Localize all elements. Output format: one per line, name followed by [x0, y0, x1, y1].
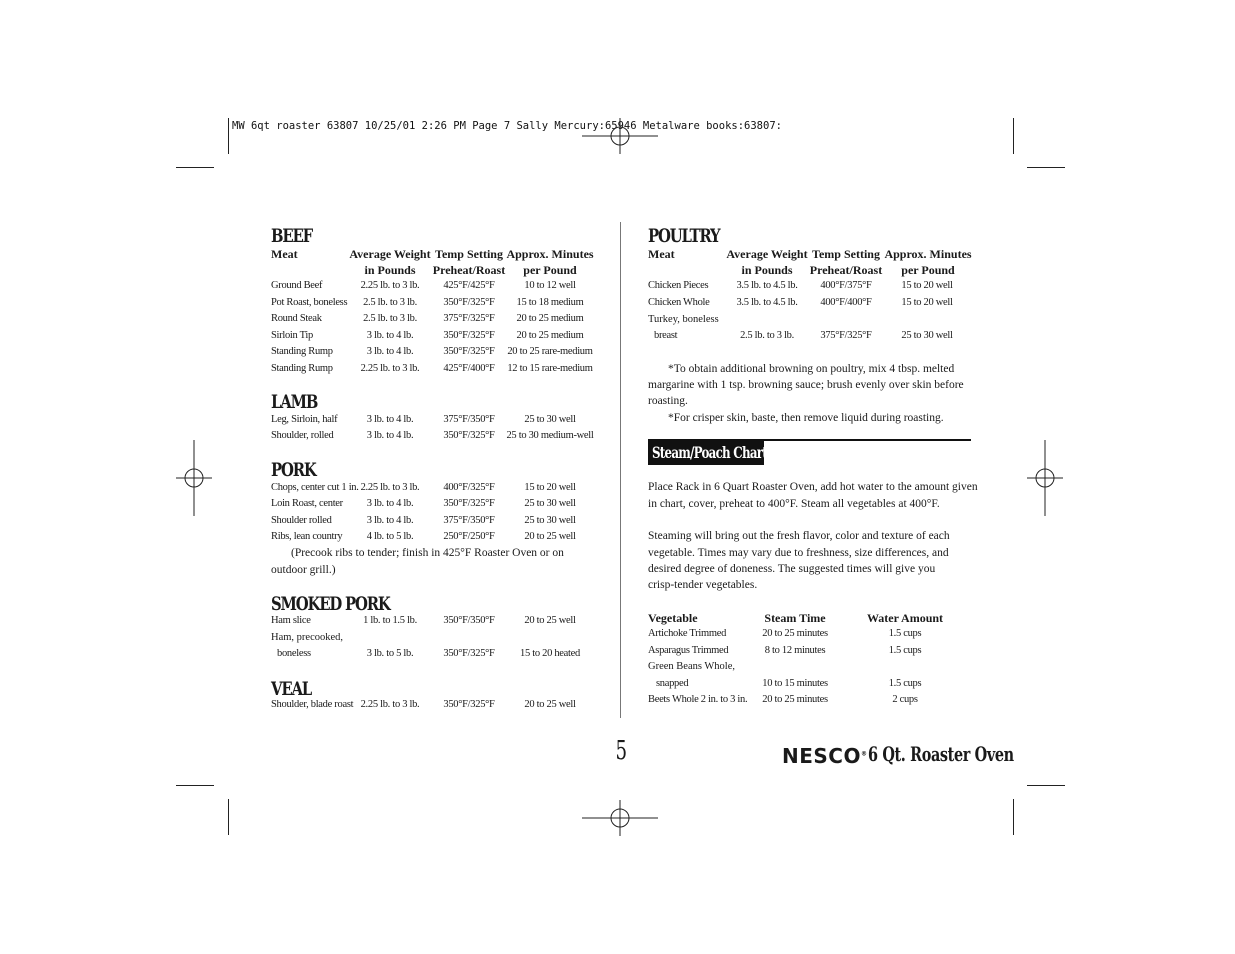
col-header-weight-line1: Average Weight [349, 247, 431, 261]
beef-heading: BEEF [271, 225, 312, 247]
table-cell: breast [654, 330, 678, 341]
table-cell: Artichoke Trimmed [648, 628, 727, 639]
poultry-col-header-meat: Meat [648, 247, 675, 261]
steam-para2-line1: Steaming will bring out the fresh flavor, color and texture of each [648, 530, 950, 542]
table-cell: 2.5 lb. to 3 lb. [740, 330, 794, 341]
table-cell: Ribs, lean country [271, 531, 343, 543]
table-cell: 20 to 25 rare-medium [507, 346, 593, 358]
table-cell: 2.25 lb. to 3 lb. [360, 482, 420, 493]
steam-para2-line4: crisp-tender vegetables. [648, 579, 758, 591]
poultry-col-header-weight-line2: in Pounds [741, 263, 793, 277]
steam-section-title: Steam/Poach Chart [652, 443, 768, 462]
registration-mark-bottom [582, 800, 658, 836]
poultry-col-header-minutes [883, 246, 973, 278]
table-cell: 425°F/425°F [443, 280, 495, 291]
registration-mark-right [1027, 440, 1063, 516]
table-cell: 2.25 lb. to 3 lb. [360, 699, 420, 710]
table-cell: 25 to 30 medium-well [506, 430, 594, 442]
table-cell: Ham slice [271, 615, 311, 626]
steam-section-title-box [648, 441, 768, 465]
poultry-note1-line1: *To obtain additional browning on poultry, mix 4 tbsp. melted [668, 363, 955, 375]
table-cell: 3 lb. to 4 lb. [366, 414, 414, 425]
steam-para2-line3: desired degree of doneness. The suggested times will give you [648, 563, 936, 575]
table-cell: 20 to 25 medium [516, 329, 584, 341]
veal-heading: VEAL [271, 678, 312, 700]
brand-name: NESCO [782, 744, 861, 768]
table-cell: 4 lb. to 5 lb. [366, 531, 414, 543]
table-cell: 1.5 cups [888, 644, 922, 656]
table-cell: Beets Whole 2 in. to 3 in. [648, 694, 748, 705]
nesco-logo [782, 744, 867, 768]
lamb-heading: LAMB [271, 391, 318, 413]
steam-green-beans-label [648, 659, 735, 675]
col-header-temp [426, 246, 512, 278]
table-cell: 350°F/325°F [443, 430, 495, 442]
table-cell: 425°F/400°F [443, 363, 495, 374]
table-cell: 12 to 15 rare-medium [507, 363, 593, 374]
table-cell: 350°F/325°F [443, 296, 495, 308]
col-header-minutes [505, 246, 595, 278]
col-header-weight [345, 246, 435, 278]
table-cell: 20 to 25 well [524, 699, 576, 710]
table-cell: 350°F/325°F [443, 329, 495, 341]
table-cell: 25 to 30 well [524, 498, 576, 510]
table-cell: 1.5 cups [888, 678, 922, 689]
table-cell: Round Steak [271, 313, 322, 325]
table-cell: 8 to 12 minutes [764, 644, 826, 656]
table-cell: Standing Rump [271, 363, 333, 374]
table-cell: Chicken Pieces [648, 280, 709, 291]
table-cell: 25 to 30 well [524, 414, 576, 425]
table-cell: Turkey, boneless [648, 314, 719, 325]
pork-note-line1: (Precook ribs to tender; finish in 425°F Roaster Oven or on [291, 547, 564, 559]
table-cell: 375°F/325°F [443, 313, 495, 325]
table-cell: Ground Beef [271, 280, 323, 291]
table-cell: Leg, Sirloin, half [271, 414, 338, 425]
table-cell: Pot Roast, boneless [271, 296, 348, 308]
table-cell: 20 to 25 minutes [762, 628, 828, 639]
table-cell: 2 cups [892, 694, 918, 705]
col-header-meat: Meat [271, 247, 298, 261]
crop-mark-bottom-right-horizontal [1027, 785, 1065, 786]
poultry-turkey-label [648, 312, 719, 328]
table-cell: 20 to 25 well [524, 615, 576, 626]
table-cell: Shoulder, blade roast [271, 699, 354, 710]
table-cell: Shoulder rolled [271, 514, 332, 526]
page-number: 5 [615, 736, 628, 766]
product-name: 6 Qt. Roaster Oven [868, 742, 1014, 766]
table-cell: 350°F/325°F [443, 699, 495, 710]
column-divider [620, 222, 621, 718]
table-cell: 25 to 30 well [901, 330, 953, 341]
table-cell: Sirloin Tip [271, 329, 313, 341]
printer-slug-line: MW 6qt roaster 63807 10/25/01 2:26 PM Page 7 Sally Mercury:65946 Metalware books:63807: [232, 120, 782, 132]
table-cell: Chicken Whole [648, 296, 710, 308]
table-cell: 15 to 20 heated [520, 648, 580, 659]
steam-col-header-vegetable: Vegetable [648, 611, 698, 625]
table-cell: Chops, center cut 1 in. [271, 482, 359, 493]
table-cell: 250°F/250°F [443, 531, 495, 543]
col-header-temp-line2: Preheat/Roast [432, 263, 506, 277]
table-cell: 350°F/325°F [443, 498, 495, 510]
col-header-minutes-line1: Approx. Minutes [506, 247, 594, 261]
table-cell: 15 to 18 medium [516, 296, 584, 308]
poultry-col-header-weight-line1: Average Weight [726, 247, 808, 261]
crop-mark-top-left-horizontal [176, 167, 214, 168]
table-cell: 20 to 25 well [524, 531, 576, 543]
table-cell: 3.5 lb. to 4.5 lb. [736, 280, 798, 291]
table-cell: 3 lb. to 4 lb. [366, 514, 414, 526]
table-cell: Standing Rump [271, 346, 333, 358]
crop-mark-top-right-vertical [1013, 118, 1014, 154]
col-header-temp-line1: Temp Setting [435, 247, 503, 261]
registered-mark: ® [860, 750, 868, 758]
table-cell: 2.5 lb. to 3 lb. [363, 296, 417, 308]
pork-heading: PORK [271, 459, 316, 481]
table-cell: 3 lb. to 4 lb. [366, 346, 414, 358]
crop-mark-top-left-vertical [228, 118, 229, 154]
table-cell: 20 to 25 medium [516, 313, 584, 325]
table-cell: 375°F/350°F [443, 514, 495, 526]
table-cell: 1.5 cups [888, 628, 922, 639]
table-cell: 15 to 20 well [524, 482, 576, 493]
crop-mark-bottom-right-vertical [1013, 799, 1014, 835]
poultry-col-header-weight [722, 246, 812, 278]
poultry-heading: POULTRY [648, 225, 720, 247]
table-cell: 350°F/350°F [443, 615, 495, 626]
col-header-weight-line2: in Pounds [364, 263, 416, 277]
table-cell: 1 lb. to 1.5 lb. [363, 615, 417, 626]
table-cell: boneless [277, 648, 311, 659]
table-cell: 350°F/325°F [443, 648, 495, 659]
table-cell: snapped [656, 678, 689, 689]
poultry-col-header-minutes-line1: Approx. Minutes [884, 247, 972, 261]
table-cell: 15 to 20 well [901, 296, 953, 308]
poultry-note1-line3: roasting. [648, 395, 688, 407]
table-cell: 3 lb. to 5 lb. [366, 648, 414, 659]
crop-mark-bottom-left-vertical [228, 799, 229, 835]
poultry-note1-line2: margarine with 1 tsp. browning sauce; brush evenly over skin before [648, 379, 964, 391]
steam-para1-line2: in chart, cover, preheat to 400°F. Steam all vegetables at 400°F. [648, 498, 940, 510]
table-cell: 375°F/350°F [443, 414, 495, 425]
table-cell: 400°F/400°F [820, 296, 872, 308]
registration-mark-top [582, 118, 658, 154]
steam-para1-line1: Place Rack in 6 Quart Roaster Oven, add hot water to the amount given [648, 481, 978, 493]
table-cell: Ham, precooked, [271, 632, 344, 643]
table-cell: 25 to 30 well [524, 514, 576, 526]
table-cell: Shoulder, rolled [271, 430, 334, 442]
table-cell: Asparagus Trimmed [648, 644, 729, 656]
table-cell: Green Beans Whole, [648, 661, 735, 672]
smoked-pork-heading: SMOKED PORK [271, 593, 390, 615]
poultry-note2: *For crisper skin, baste, then remove liquid during roasting. [668, 412, 944, 424]
pork-note-line2: outdoor grill.) [271, 564, 336, 576]
smoked-pork-ham-precooked-label [271, 630, 343, 646]
table-cell: 375°F/325°F [820, 330, 872, 341]
table-cell: 3 lb. to 4 lb. [366, 498, 414, 510]
table-cell: 3.5 lb. to 4.5 lb. [736, 296, 798, 308]
table-cell: 10 to 15 minutes [762, 678, 828, 689]
table-cell: 2.25 lb. to 3 lb. [360, 363, 420, 374]
table-cell: 3 lb. to 4 lb. [366, 430, 414, 442]
table-cell: 10 to 12 well [524, 280, 576, 291]
poultry-col-header-temp [803, 246, 889, 278]
crop-mark-bottom-left-horizontal [176, 785, 214, 786]
steam-para2-line2: vegetable. Times may vary due to freshness, size differences, and [648, 547, 949, 559]
poultry-col-header-temp-line2: Preheat/Roast [809, 263, 883, 277]
steam-col-header-water: Water Amount [866, 611, 944, 625]
table-cell: Loin Roast, center [271, 498, 343, 510]
table-cell: 3 lb. to 4 lb. [366, 329, 414, 341]
poultry-col-header-temp-line1: Temp Setting [812, 247, 880, 261]
registration-mark-left [176, 440, 212, 516]
table-cell: 400°F/325°F [443, 482, 495, 493]
poultry-col-header-minutes-line2: per Pound [901, 263, 955, 277]
steam-col-header-time: Steam Time [764, 611, 826, 625]
table-cell: 400°F/375°F [820, 280, 872, 291]
crop-mark-top-right-horizontal [1027, 167, 1065, 168]
table-cell: 2.5 lb. to 3 lb. [363, 313, 417, 325]
table-cell: 15 to 20 well [901, 280, 953, 291]
table-cell: 20 to 25 minutes [762, 694, 828, 705]
table-cell: 350°F/325°F [443, 346, 495, 358]
table-cell: 2.25 lb. to 3 lb. [360, 280, 420, 291]
col-header-minutes-line2: per Pound [523, 263, 577, 277]
